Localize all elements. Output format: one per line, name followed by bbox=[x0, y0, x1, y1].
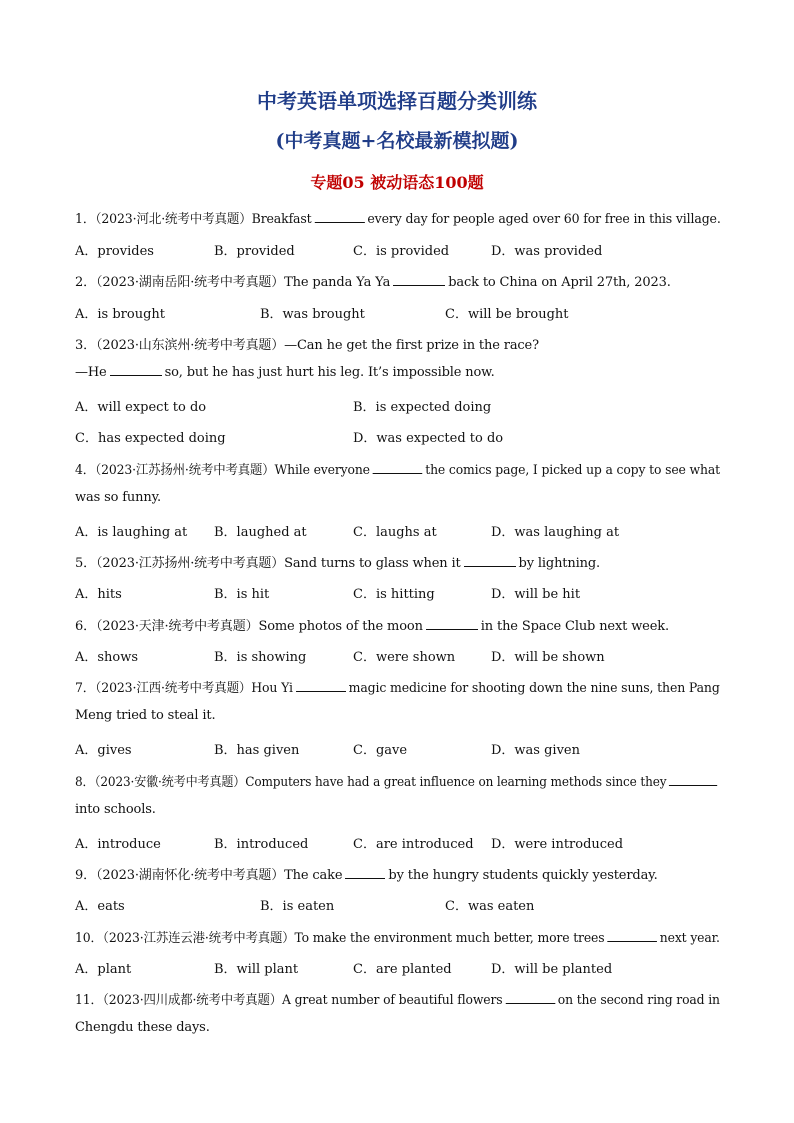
question-1 bbox=[75, 208, 721, 227]
question-text: magic medicine for shooting down the nine suns, then Pang bbox=[348, 681, 720, 696]
question-text: back to China on April 27th, 2023. bbox=[448, 275, 671, 290]
option-a[interactable]: A．introduce bbox=[75, 837, 161, 852]
option-a[interactable]: A．is laughing at bbox=[75, 525, 188, 540]
question-number: 2． bbox=[75, 275, 96, 290]
question-5 bbox=[75, 552, 600, 571]
option-c[interactable]: C．is provided bbox=[353, 244, 450, 259]
question-number: 7． bbox=[75, 681, 96, 696]
option-b[interactable]: B．laughed at bbox=[214, 525, 307, 540]
question-6 bbox=[75, 615, 669, 634]
question-number: 9． bbox=[75, 868, 96, 883]
question-text: The cake bbox=[284, 868, 343, 883]
option-c[interactable]: C．are introduced bbox=[353, 837, 474, 852]
option-b[interactable]: B．is showing bbox=[214, 650, 307, 665]
answer-blank bbox=[426, 619, 478, 630]
question-number: 8． bbox=[75, 775, 95, 790]
document-subtitle: (中考真题+名校最新模拟题) bbox=[275, 130, 519, 152]
answer-blank bbox=[393, 275, 445, 286]
option-d[interactable]: D．will be hit bbox=[491, 587, 581, 602]
option-a[interactable]: A．eats bbox=[75, 899, 125, 914]
answer-blank bbox=[669, 775, 717, 786]
question-text: —He bbox=[75, 365, 107, 380]
question-text: in the Space Club next week. bbox=[480, 619, 669, 634]
option-b[interactable]: B．is hit bbox=[214, 587, 270, 602]
option-a[interactable]: A．hits bbox=[75, 587, 122, 602]
option-d[interactable]: D．will be shown bbox=[491, 650, 605, 665]
answer-blank bbox=[464, 556, 516, 567]
question-text: To make the environment much better, more trees bbox=[294, 931, 605, 946]
option-b[interactable]: B．has given bbox=[214, 743, 300, 758]
question-source: （2023·湖南岳阳·统考中考真题） bbox=[95, 275, 285, 290]
question-text: next year. bbox=[659, 931, 720, 946]
answer-blank bbox=[314, 212, 364, 223]
option-c[interactable]: C．laughs at bbox=[353, 525, 437, 540]
answer-blank bbox=[345, 868, 385, 879]
question-3-line-2 bbox=[75, 365, 495, 380]
question-number: 11． bbox=[75, 993, 103, 1008]
document-title: 中考英语单项选择百题分类训练 bbox=[257, 89, 537, 113]
question-number: 4． bbox=[75, 463, 96, 478]
question-source: （2023·江苏扬州·统考中考真题） bbox=[95, 463, 275, 478]
answer-blank bbox=[607, 931, 657, 942]
question-source: （2023·江苏连云港·统考中考真题） bbox=[102, 931, 295, 946]
question-number: 1． bbox=[75, 212, 96, 227]
option-b[interactable]: B．will plant bbox=[214, 962, 299, 977]
option-c[interactable]: C．was eaten bbox=[445, 899, 535, 914]
question-source: （2023·安徽·统考中考真题） bbox=[94, 775, 246, 790]
question-source: （2023·天津·统考中考真题） bbox=[95, 619, 259, 634]
question-7-continued: Meng tried to steal it. bbox=[75, 708, 216, 723]
question-source: （2023·湖南怀化·统考中考真题） bbox=[95, 868, 285, 883]
question-source: （2023·江苏扬州·统考中考真题） bbox=[95, 556, 285, 571]
option-b[interactable]: B．introduced bbox=[214, 837, 309, 852]
option-b[interactable]: B．is eaten bbox=[260, 899, 335, 914]
option-c[interactable]: C．gave bbox=[353, 743, 408, 758]
question-text: by the hungry students quickly yesterday. bbox=[388, 868, 658, 883]
option-c[interactable]: C．is hitting bbox=[353, 587, 435, 602]
option-a[interactable]: A．gives bbox=[75, 743, 132, 758]
question-text: Sand turns to glass when it bbox=[284, 556, 461, 571]
option-b[interactable]: B．provided bbox=[214, 244, 295, 259]
answer-blank bbox=[373, 463, 423, 474]
option-b[interactable]: B．is expected doing bbox=[353, 400, 492, 415]
question-text: The panda Ya Ya bbox=[284, 275, 391, 290]
question-10 bbox=[75, 927, 720, 946]
question-text: on the second ring road in bbox=[557, 993, 720, 1008]
answer-blank bbox=[505, 993, 555, 1004]
option-a[interactable]: A．shows bbox=[75, 650, 139, 665]
question-4 bbox=[75, 459, 720, 478]
option-d[interactable]: D．was provided bbox=[491, 244, 603, 259]
topic-heading: 专题05 被动语态100题 bbox=[310, 173, 484, 192]
question-7 bbox=[75, 677, 720, 696]
option-c[interactable]: C．are planted bbox=[353, 962, 452, 977]
question-11-continued: Chengdu these days. bbox=[75, 1020, 210, 1035]
question-number: 5． bbox=[75, 556, 96, 571]
question-number: 6． bbox=[75, 619, 96, 634]
option-c[interactable]: C．will be brought bbox=[445, 307, 569, 322]
option-d[interactable]: D．was expected to do bbox=[353, 431, 504, 446]
question-number: 10． bbox=[75, 931, 103, 946]
question-8-continued: into schools. bbox=[75, 802, 156, 817]
question-text: Breakfast bbox=[251, 212, 312, 227]
question-8 bbox=[75, 771, 720, 790]
question-text: A great number of beautiful flowers bbox=[282, 993, 503, 1008]
question-source: （2023·四川成都·统考中考真题） bbox=[102, 993, 283, 1008]
question-source: （2023·河北·统考中考真题） bbox=[95, 212, 252, 227]
option-d[interactable]: D．will be planted bbox=[491, 962, 613, 977]
option-a[interactable]: A．is brought bbox=[75, 307, 166, 322]
option-a[interactable]: A．will expect to do bbox=[75, 400, 207, 415]
question-text: the comics page, I picked up a copy to see what bbox=[425, 463, 720, 478]
question-3 bbox=[75, 334, 539, 353]
option-b[interactable]: B．was brought bbox=[260, 307, 365, 322]
question-text: Some photos of the moon bbox=[258, 619, 423, 634]
option-a[interactable]: A．provides bbox=[75, 244, 154, 259]
question-4-continued: was so funny. bbox=[75, 490, 162, 505]
option-c[interactable]: C．were shown bbox=[353, 650, 456, 665]
question-text: so, but he has just hurt his leg. It’s impossible now. bbox=[164, 365, 495, 380]
question-text: Computers have had a great influence on learning methods since they bbox=[245, 775, 667, 790]
question-text: by lightning. bbox=[518, 556, 600, 571]
question-2 bbox=[75, 271, 671, 290]
question-11 bbox=[75, 989, 720, 1008]
question-source: （2023·山东滨州·统考中考真题） bbox=[95, 338, 285, 353]
question-source: （2023·江西·统考中考真题） bbox=[95, 681, 252, 696]
question-number: 3． bbox=[75, 338, 96, 353]
question-text: Hou Yi bbox=[251, 681, 293, 696]
option-c[interactable]: C．has expected doing bbox=[75, 431, 226, 446]
option-a[interactable]: A．plant bbox=[75, 962, 132, 977]
answer-blank bbox=[110, 365, 162, 376]
question-text: —Can he get the first prize in the race? bbox=[284, 338, 539, 353]
question-9 bbox=[75, 864, 658, 883]
option-d[interactable]: D．was given bbox=[491, 743, 580, 758]
answer-blank bbox=[296, 681, 346, 692]
option-d[interactable]: D．were introduced bbox=[491, 837, 624, 852]
question-text: every day for people aged over 60 for free in this village. bbox=[367, 212, 721, 227]
option-d[interactable]: D．was laughing at bbox=[491, 525, 620, 540]
question-text: While everyone bbox=[274, 463, 370, 478]
